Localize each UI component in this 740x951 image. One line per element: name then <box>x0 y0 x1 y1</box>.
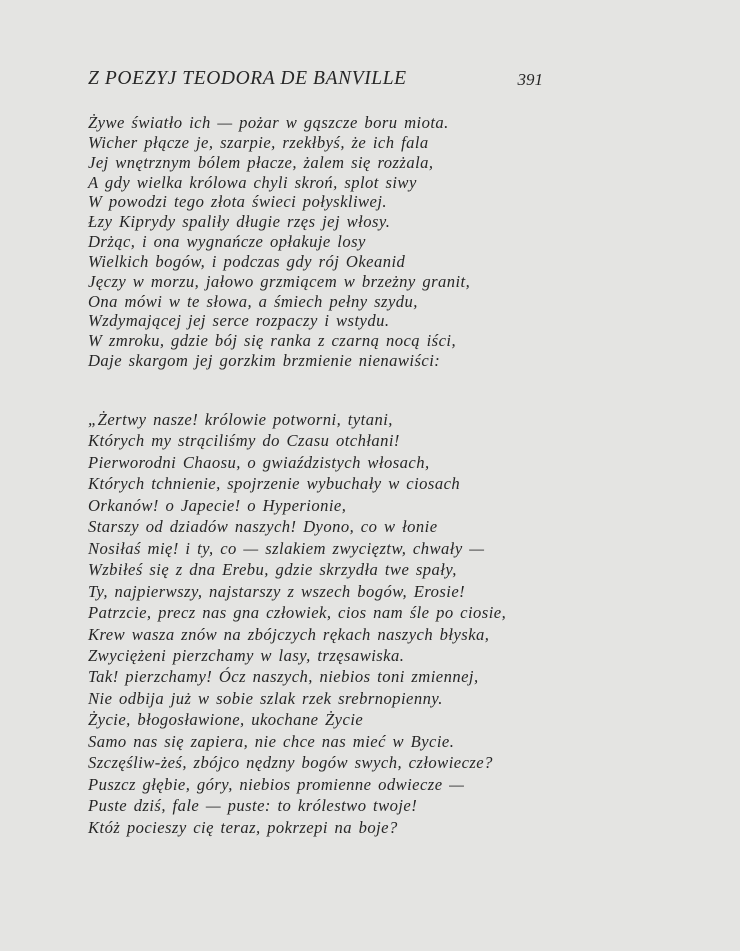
poem-line: Życie, błogosławione, ukochane Życie <box>88 710 364 730</box>
poem-line: Łzy Kiprydy spaliły długie rzęs jej włosy. <box>88 212 391 232</box>
poem-line: Zwyciężeni pierzchamy w lasy, trzęsawiska. <box>88 645 405 665</box>
poem-line: Których my strąciliśmy do Czasu otchłani! <box>88 431 400 451</box>
poem-line: Nosiłaś mię! i ty, co — szlakiem zwycięztw, chwały — <box>88 538 485 558</box>
poem-line: Drżąc, i ona wygnańcze opłakuje losy <box>88 232 366 252</box>
poem-line: Jej wnętrznym bólem płacze, żalem się rozżala, <box>88 152 434 172</box>
poem-line: Samo nas się zapiera, nie chce nas mieć w Bycie. <box>88 731 455 751</box>
poem-line: Jęczy w morzu, jałowo grzmiącem w brzeżny granit, <box>88 271 471 291</box>
page-number: 391 <box>517 70 543 89</box>
poem-line: Których tchnienie, spojrzenie wybuchały w ciosach <box>88 474 461 494</box>
poem-stanza-1 <box>88 113 470 371</box>
poem-line: Szczęśliw-żeś, zbójco nędzny bogów swych, człowiecze? <box>88 753 493 773</box>
poem-line: Puste dziś, fale — puste: to królestwo twoje! <box>88 796 418 816</box>
poem-line: „Żertwy nasze! królowie potworni, tytani, <box>88 410 393 429</box>
poem-line: Któż pocieszy cię teraz, pokrzepi na boje? <box>88 817 398 837</box>
poem-line: Wielkich bogów, i podczas gdy rój Okeanid <box>88 251 406 271</box>
poem-line: Krew wasza znów na zbójczych rękach naszych błyska, <box>88 624 490 644</box>
poem-line: Tak! pierzchamy! Ócz naszych, niebios toni zmiennej, <box>88 667 479 687</box>
poem-line: Puszcz głębie, góry, niebios promienne odwiecze — <box>88 774 465 794</box>
poem-line: Starszy od dziadów naszych! Dyono, co w łonie <box>88 517 438 537</box>
running-title: Z POEZYJ TEODORA DE BANVILLE <box>88 68 407 89</box>
page-header <box>88 68 543 94</box>
poem-line: Ona mówi w te słowa, a śmiech pełny szydu, <box>88 291 418 311</box>
poem-line: Nie odbija już w sobie szlak rzek srebrnopienny. <box>88 688 443 708</box>
poem-line: Ty, najpierwszy, najstarszy z wszech bogów, Erosie! <box>88 581 466 601</box>
poem-line: A gdy wielka królowa chyli skroń, splot siwy <box>88 172 417 192</box>
poem-line: Wzdymającej jej serce rozpaczy i wstydu. <box>88 311 390 331</box>
poem-line: Wzbiłeś się z dna Erebu, gdzie skrzydła twe spały, <box>88 560 457 580</box>
poem-line: Wicher płącze je, szarpie, rzekłbyś, że ich fala <box>88 132 429 152</box>
poem-stanza-2 <box>88 409 506 838</box>
poem-line: Orkanów! o Japecie! o Hyperionie, <box>88 495 347 515</box>
poem-line: W zmroku, gdzie bój się ranka z czarną nocą iści, <box>88 331 457 351</box>
poem-line: W powodzi tego złota świeci połyskliwej. <box>88 192 388 212</box>
poem-line: Żywe światło ich — pożar w gąszcze boru miota. <box>88 113 449 132</box>
poem-line: Pierworodni Chaosu, o gwiaździstych włosach, <box>88 452 430 472</box>
poem-line: Patrzcie, precz nas gna człowiek, cios nam śle po ciosie, <box>88 603 507 623</box>
poem-line: Daje skargom jej gorzkim brzmienie nienawiści: <box>88 351 441 371</box>
